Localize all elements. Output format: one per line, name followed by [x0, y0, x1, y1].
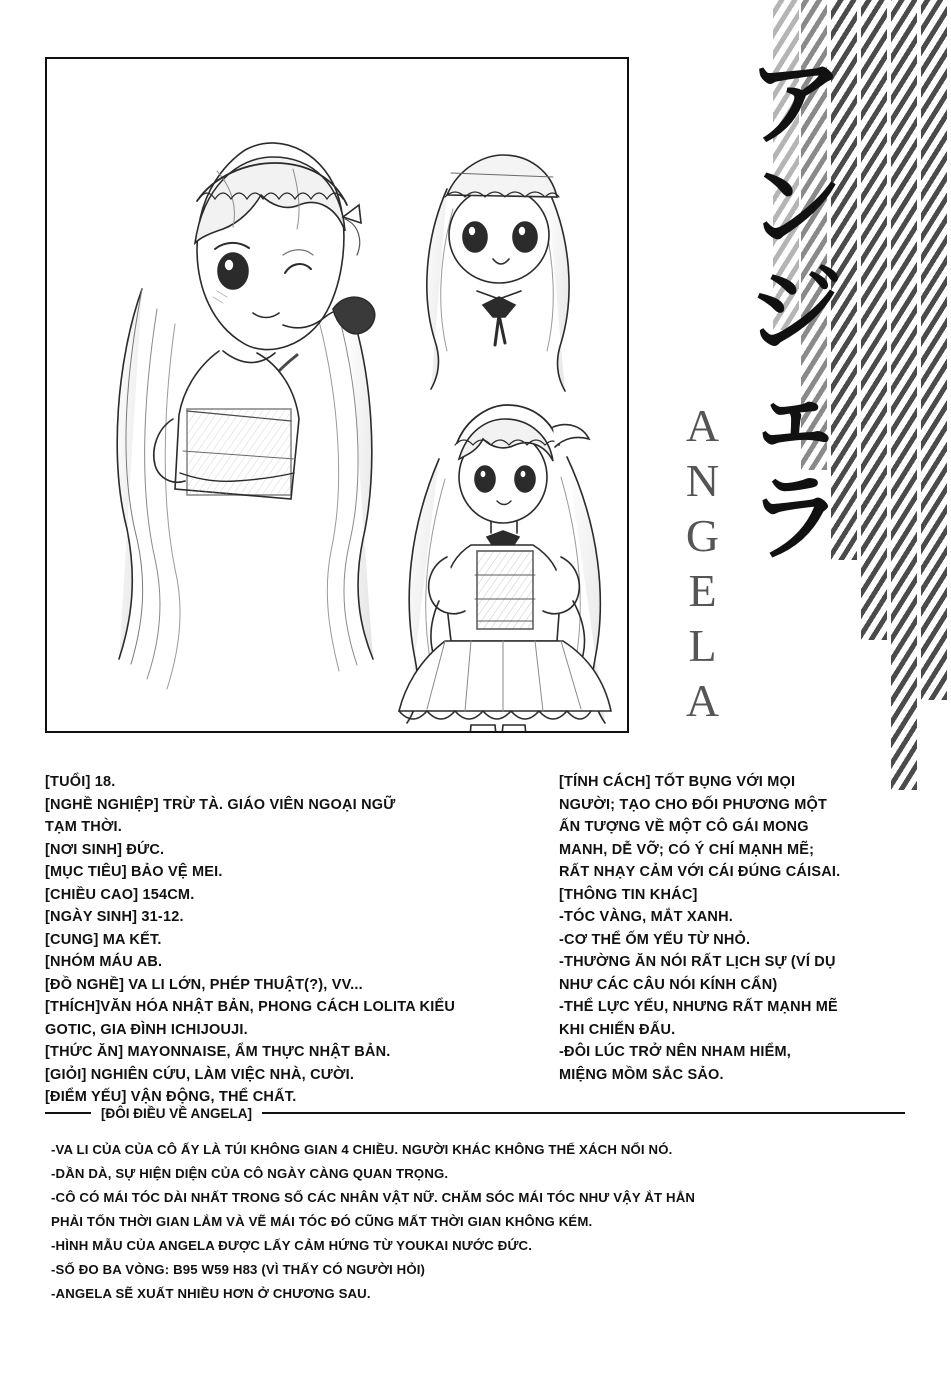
profile-line: KHI CHIẾN ĐẤU. — [559, 1021, 676, 1038]
profile-line: [THÍCH]VĂN HÓA NHẬT BẢN, PHONG CÁCH LOLITA KIỂU — [45, 999, 456, 1015]
notes-body — [45, 1140, 905, 1304]
profile-line: -THƯỜNG ĂN NÓI RẤT LỊCH SỰ (VÍ DỤ — [559, 954, 836, 970]
note-line: -VA LI CỦA CỦA CÔ ẤY LÀ TÚI KHÔNG GIAN 4 CHIỀU. NGƯỜI KHÁC KHÔNG THỂ XÁCH NỔI NÓ. — [51, 1142, 673, 1157]
stripe-2 — [891, 0, 917, 790]
profile-line: [NƠI SINH] ĐỨC. — [45, 841, 165, 858]
profile-line: [ĐIỂM YẾU] VẬN ĐỘNG, THỂ CHẤT. — [45, 1089, 297, 1105]
profile-line: [CUNG] MA KẾT. — [45, 931, 162, 948]
profile-line: RẤT NHẠY CẢM VỚI CÁI ĐÚNG CÁISAI. — [559, 864, 841, 880]
profile-line: [GIỎI] NGHIÊN CỨU, LÀM VIỆC NHÀ, CƯỜI. — [45, 1066, 355, 1083]
notes-title: [ĐÔI ĐIỀU VỀ ANGELA] — [101, 1105, 253, 1121]
profile-line: [NGHỀ NGHIỆP] TRỪ TÀ. GIÁO VIÊN NGOẠI NGỮ — [45, 796, 396, 813]
profile-line: [CHIỀU CAO] 154CM. — [45, 886, 195, 903]
profile-line: -ĐÔI LÚC TRỞ NÊN NHAM HIỂM, — [559, 1044, 792, 1060]
profile-line: [TÍNH CÁCH] TỐT BỤNG VỚI MỌI — [559, 774, 796, 790]
profile-line: [NHÓM MÁU AB. — [45, 954, 163, 970]
stripe-1 — [921, 0, 947, 700]
stripe-3 — [861, 0, 887, 640]
note-line: -CÔ CÓ MÁI TÓC DÀI NHẤT TRONG SỐ CÁC NHÂN VẬT NỮ. CHĂM SÓC MÁI TÓC NHƯ VẬY ẮT HẲN — [51, 1190, 696, 1205]
notes-rule-right — [262, 1112, 905, 1114]
profile-line: TẠM THỜI. — [45, 819, 122, 835]
profile-line: [NGÀY SINH] 31-12. — [45, 909, 184, 925]
profile-line: NGƯỜI; TẠO CHO ĐỐI PHƯƠNG MỘT — [559, 796, 828, 813]
profile-line: [ĐỒ NGHỀ] VA LI LỚN, PHÉP THUẬT(?), VV... — [45, 976, 363, 993]
profile-line: MIỆNG MỒM SẮC SẢO. — [559, 1066, 724, 1083]
character-sketch — [47, 59, 627, 731]
profile-column-left — [45, 772, 535, 1110]
profile-line: GOTIC, GIA ĐÌNH ICHIJOUJI. — [45, 1021, 248, 1038]
notes-section — [45, 1102, 905, 1308]
character-profile — [45, 772, 905, 1110]
profile-line: -THỂ LỰC YẾU, NHƯNG RẤT MẠNH MẼ — [559, 999, 838, 1015]
kana-char-4: ェ — [747, 358, 843, 471]
kana-char-2: ン — [747, 150, 843, 263]
bust-portrait-sketch — [117, 143, 374, 689]
profile-line: -CƠ THỂ ỐM YẾU TỪ NHỎ. — [559, 931, 751, 948]
profile-line: NHƯ CÁC CÂU NÓI KÍNH CẨN) — [559, 976, 778, 993]
profile-line: [THỨC ĂN] MAYONNAISE, ẨM THỰC NHẬT BẢN. — [45, 1044, 391, 1060]
profile-line: MANH, DỄ VỠ; CÓ Ý CHÍ MẠNH MẼ; — [559, 841, 815, 858]
note-line: -HÌNH MẪU CỦA ANGELA ĐƯỢC LẤY CẢM HỨNG TỪ YOUKAI NƯỚC ĐỨC. — [51, 1238, 533, 1253]
kana-char-1: ア — [747, 47, 843, 159]
profile-line: [TUỔI] 18. — [45, 774, 116, 790]
title-katakana — [735, 47, 855, 574]
note-line: -ANGELA SẼ XUẤT NHIỀU HƠN Ở CHƯƠNG SAU. — [51, 1286, 371, 1301]
kana-char-5: ラ — [747, 461, 843, 574]
profile-line: [MỤC TIÊU] BẢO VỆ MEI. — [45, 864, 223, 880]
chibi-head-sketch — [427, 155, 569, 391]
note-line: PHẢI TỐN THỜI GIAN LẮM VÀ VẼ MÁI TÓC ĐÓ CŨNG MẤT THỜI GIAN KHÔNG KÉM. — [51, 1214, 593, 1229]
character-illustration-frame — [45, 57, 629, 733]
full-body-sketch — [399, 405, 611, 731]
kana-char-3: ジ — [747, 254, 843, 367]
note-line: -SỐ ĐO BA VÒNG: B95 W59 H83 (VÌ THẤY CÓ NGƯỜI HỎI) — [51, 1262, 426, 1277]
notes-header — [45, 1102, 905, 1124]
notes-rule-left — [45, 1112, 91, 1114]
profile-column-right — [559, 772, 889, 1110]
note-line: -DẦN DÀ, SỰ HIỆN DIỆN CỦA CÔ NGÀY CÀNG QUAN TRỌNG. — [51, 1166, 449, 1181]
title-romaji: ANGELA — [677, 400, 728, 730]
profile-line: -TÓC VÀNG, MẮT XANH. — [559, 909, 733, 925]
profile-line: [THÔNG TIN KHÁC] — [559, 886, 698, 903]
profile-line: ẤN TƯỢNG VỀ MỘT CÔ GÁI MONG — [559, 819, 809, 835]
